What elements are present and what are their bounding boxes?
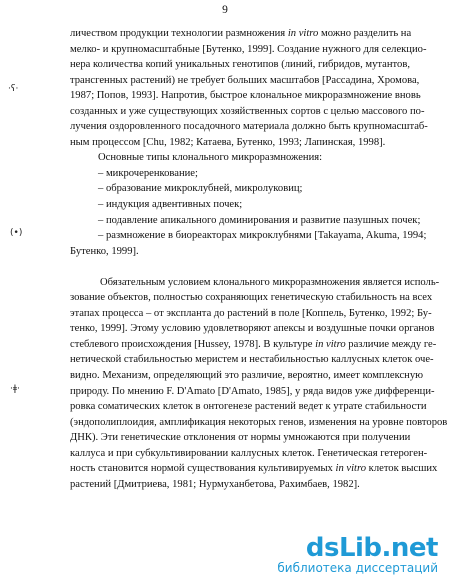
margin-mark-2: (•) <box>10 228 23 238</box>
margin-mark-3: ·ǂ· <box>10 384 20 394</box>
text-line: природу. По мнению F. D'Amato [D'Amato, 1985], у ряда видов уже дифференци- <box>70 385 435 397</box>
text-line: – размножение в биореакторах микроклубнями [Takayama, Akuma, 1994; <box>98 230 427 242</box>
watermark-subtitle: библиотека диссертаций <box>277 561 438 575</box>
text-line: нера количества копий уникальных генотипов (линий, гибридов, мутантов, <box>70 59 410 71</box>
text-line: 1987; Попов, 1993]. Напротив, быстрое клональное микроразмножение вновь <box>70 90 421 102</box>
body-text <box>70 26 448 492</box>
watermark <box>277 535 438 575</box>
text-line: Основные типы клонального микроразмножения: <box>98 152 323 164</box>
text-line: каллуса и при субкультивировании каллусных клеток. Генетическая гетероген- <box>70 447 428 459</box>
italic-term: in vitro <box>287 28 319 39</box>
text-line: видно. Механизм, определяющий это различие, вероятно, имеет комплексную <box>70 370 424 382</box>
text-line: лучения оздоровленного посадочного материала должно быть крупномасштаб- <box>70 121 428 133</box>
italic-term: in vitro <box>335 463 367 475</box>
text-line: – индукция адвентивных почек; <box>98 199 243 211</box>
text-line: мелко- и крупномасштабные [Бутенко, 1999]. Создание нужного для селекцио- <box>70 43 427 55</box>
paragraph-gap <box>70 259 410 275</box>
text-line: трансгенных растений) не требует больших масштабов [Рассадина, Хромова, <box>70 74 420 86</box>
text-line: ДНК). Эти генетические отклонения от нормы умножаются при получении <box>70 432 411 444</box>
text-line: Обязательным условием клонального микроразмножения является исполь- <box>100 276 440 288</box>
text-line: ровка соматических клеток в онтогенезе растений ведет к утрате стабильности <box>70 401 427 413</box>
text-line: Бутенко, 1999]. <box>70 245 139 257</box>
text-line: стеблевого происхождения [Hussey, 1978]. В культуре in vitro различие между ге- <box>70 338 437 350</box>
text-line: – подавление апикального доминирования и развитие пазушных почек; <box>98 214 421 226</box>
text-line: (эндополиплоидия, амплификация некоторых генов, изменения на уровне повторов <box>70 416 448 428</box>
text-line: тенко, 1999]. Этому условию удовлетворяют апексы и воздушные почки органов <box>70 323 435 335</box>
text-line: этапах процесса – от экспланта до растений в поле [Коппель, Бутенко, 1992; Бу- <box>70 307 432 319</box>
text-line: созданных и уже существующих хозяйственных сортов с целью массового по- <box>70 105 425 117</box>
text-line: зование объектов, полностью сохраняющих генетическую стабильность на всех <box>70 292 433 304</box>
text-line: ным процессом [Chu, 1982; Катаева, Бутенко, 1993; Лапинская, 1998]. <box>70 136 386 148</box>
text-line: личеством продукции технологии размножения in vitro можно разделить на <box>70 28 412 39</box>
page-number: 9 <box>222 4 228 16</box>
margin-mark-1: ·ʕ· <box>8 84 19 94</box>
text-line: растений [Дмитриева, 1981; Нурмуханбетова, Рахимбаев, 1982]. <box>70 478 360 490</box>
text-line: – образование микроклубней, микролуковиц; <box>98 183 303 195</box>
text-line: – микрочеренкование; <box>98 167 198 179</box>
watermark-logo: dsLib.net <box>305 533 438 563</box>
italic-term: in vitro <box>315 338 346 350</box>
text-line: нетической стабильностью меристем и нестабильностью каллусных клеток оче- <box>70 354 434 366</box>
text-line: ность становится нормой существования культивируемых in vitro клеток высших <box>70 463 438 475</box>
